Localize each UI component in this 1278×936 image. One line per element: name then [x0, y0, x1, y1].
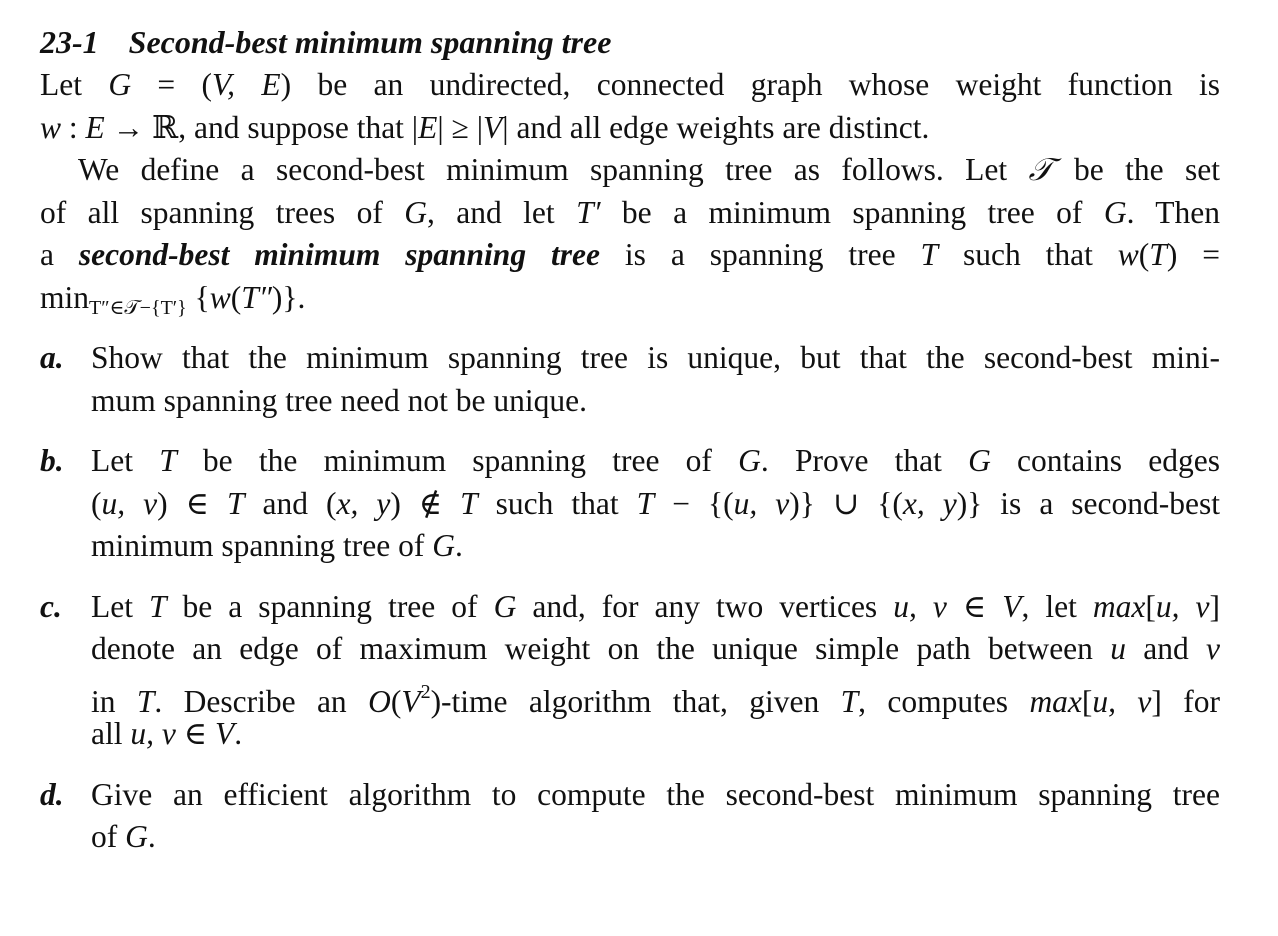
part-body — [91, 586, 1220, 756]
math-symbol: u, v — [1092, 683, 1152, 719]
math-symbol: u, v — [101, 485, 158, 521]
math-symbol: T′ — [576, 194, 601, 230]
part-body — [91, 337, 1220, 422]
math-symbol: u, v — [1155, 588, 1210, 624]
subscript: T″∈𝒯−{T′} — [89, 296, 187, 319]
part-body — [91, 774, 1220, 859]
math-symbol: G — [432, 528, 455, 563]
part-label: d. — [40, 776, 64, 812]
math-symbol: max — [1092, 588, 1146, 624]
math-symbol: u — [1110, 631, 1126, 666]
math-symbol: u, v — [893, 588, 947, 624]
text-line: denote an edge of maximum weight on the unique simple path between u and v — [91, 631, 1220, 666]
text-line: Let G = (V, E) be an undirected, connected graph whose weight function is — [40, 67, 1220, 102]
math-symbol: E — [418, 109, 438, 145]
part-b — [40, 440, 1220, 568]
math-symbol: max — [1029, 683, 1082, 719]
math-symbol: T″ — [241, 279, 272, 315]
math-symbol: E — [85, 109, 105, 145]
text-line: in T. Describe an $O(V^2)$-time algorithm that, given T, computes max[u, v] for — [91, 680, 1220, 719]
math-symbol: V — [1002, 588, 1022, 624]
problem-title: Second-best minimum spanning tree — [128, 24, 612, 60]
part-label: b. — [40, 443, 64, 478]
math-symbol: x, y — [336, 485, 391, 521]
math-symbol: T — [460, 485, 478, 521]
text-line: Give an efficient algorithm to compute the second-best minimum spanning tree — [91, 776, 1220, 812]
math-symbol: G — [108, 67, 132, 102]
math-symbol: V — [214, 716, 235, 751]
math-symbol: G — [493, 588, 517, 624]
math-symbol: T — [1149, 237, 1167, 272]
problem-page — [40, 20, 1220, 859]
math-symbol: T — [840, 683, 859, 719]
text-line: mum spanning tree need not be unique. — [91, 382, 588, 418]
text-line: Let T be the minimum spanning tree of G. Prove that G contains edges — [91, 443, 1220, 478]
math-symbol: v — [1206, 631, 1220, 666]
part-d — [40, 774, 1220, 859]
math-symbol: w — [1117, 237, 1139, 272]
math-symbol: T — [159, 443, 177, 478]
text-line: Show that the minimum spanning tree is unique, but that the second-best mini- — [91, 340, 1220, 375]
problem-number: 23-1 — [40, 24, 99, 60]
superscript: 2 — [420, 680, 431, 703]
text-line: w : E → ℝ, and suppose that |E| ≥ |V| and all edge weights are distinct. — [40, 109, 930, 145]
math-symbol: G — [738, 443, 761, 478]
math-symbol: G — [125, 819, 148, 854]
text-line: a second-best minimum spanning tree is a spanning tree T such that w(T) = — [40, 237, 1220, 272]
text-line: We define a second-best minimum spanning tree as follows. Let 𝒯 be the set — [78, 152, 1220, 187]
math-symbol: x, y — [902, 485, 957, 521]
text-line: of G. — [91, 819, 156, 854]
math-symbol: V — [483, 109, 503, 145]
intro-paragraph-1 — [40, 64, 1220, 149]
problem-heading — [40, 20, 1220, 64]
math-symbol: 𝒯 — [1028, 152, 1053, 187]
math-symbol: G — [968, 443, 991, 478]
text-line: minimum spanning tree of G. — [91, 528, 463, 563]
math-symbol: w — [40, 109, 62, 145]
part-label: a. — [40, 340, 64, 375]
part-body — [91, 440, 1220, 568]
math-symbol: T — [149, 588, 167, 624]
math-symbol: G — [1103, 194, 1127, 230]
math-symbol: O — [368, 683, 391, 719]
math-symbol: w — [209, 279, 231, 315]
text-line: $\min_{T''\in 𝒯-\{T'\}} \{w(T'')\}$. — [40, 279, 306, 319]
math-symbol: T — [136, 683, 155, 719]
math-symbol: T — [920, 237, 939, 272]
text-line: (u, v) ∈ T and (x, y) ∉ T such that T − {(u, v)} ∪ {(x, y)} is a second-best — [91, 485, 1221, 521]
intro-paragraph-2 — [40, 149, 1220, 319]
math-symbol: T — [636, 485, 655, 521]
math-symbol: V — [401, 683, 421, 719]
math-symbol: V, E — [211, 67, 281, 102]
part-c — [40, 586, 1220, 756]
part-label: c. — [40, 588, 62, 624]
math-symbol: T — [226, 485, 245, 521]
text-line: all u, v ∈ V. — [91, 716, 243, 751]
text-line: of all spanning trees of G, and let T′ be a minimum spanning tree of G. Then — [40, 194, 1221, 230]
math-symbol: u, v — [733, 485, 790, 521]
math-symbol: u, v — [130, 716, 176, 751]
part-a — [40, 337, 1220, 422]
defined-term: second-best minimum spanning tree — [78, 237, 600, 272]
text-line: Let T be a spanning tree of G and, for any two vertices u, v ∈ V, let max[u, v] — [91, 588, 1220, 624]
math-symbol: G — [404, 194, 427, 230]
